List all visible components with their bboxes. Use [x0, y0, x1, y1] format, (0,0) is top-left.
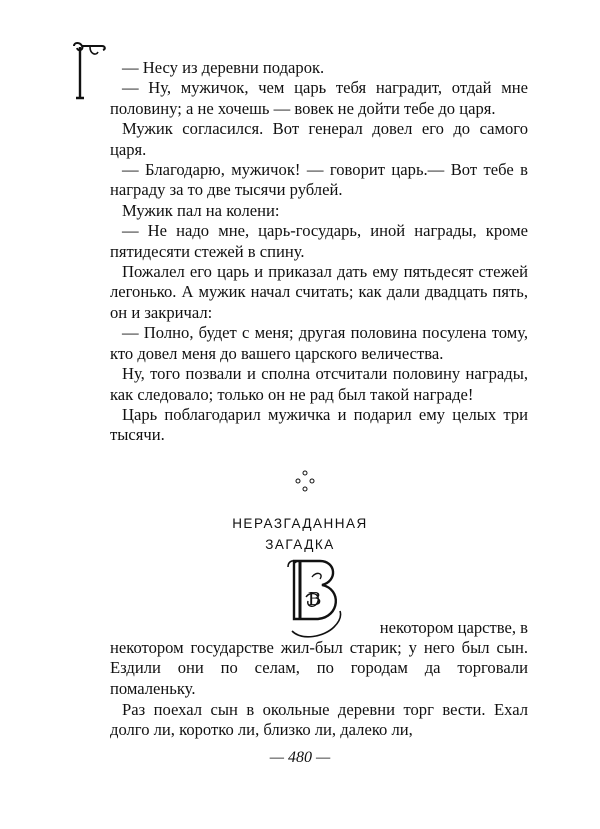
paragraph: — Несу из деревни подарок. — [122, 58, 325, 77]
paragraph: Раз поехал сын в окольные деревни торг вести. Ехал долго ли, коротко ли, близко ли, далеко ли, — [110, 700, 528, 740]
paragraph: некотором государстве жил-был старик; у него был сын. Ездили они по селам, по городам да торговали помаленьку. — [110, 638, 528, 698]
section-divider-dots-icon — [294, 470, 316, 492]
story-text — [110, 700, 528, 741]
paragraph: Ну, того позвали и сполна отсчитали половину награды, как следовало; только он не рад был такой награде! — [110, 364, 528, 404]
paragraph: Мужик пал на колени: — [122, 200, 280, 220]
story-first-line: некотором царстве, в — [379, 618, 528, 637]
decorative-dropcap-icon — [284, 557, 346, 641]
story-title-line: НЕРАЗГАДАННАЯ — [232, 516, 368, 531]
paragraph: — Полно, будет с меня; другая половина посулена тому, кто довел меня до вашего царского величества. — [110, 323, 528, 363]
story-title — [200, 513, 400, 555]
story-title-line: ЗАГАДКА — [265, 537, 335, 552]
paragraph: Пожалел его царь и приказал дать ему пятьдесят стежей легонько. А мужик начал считать; как дали двадцать пять, он и закричал: — [110, 262, 528, 322]
dropcap-letter: В — [308, 588, 322, 610]
paragraph: — Ну, мужичок, чем царь тебя наградит, отдай мне половину; а не хочешь — вовек не дойти тебе до царя. — [110, 78, 528, 118]
paragraph: Мужик согласился. Вот генерал довел его до самого царя. — [110, 119, 528, 159]
paragraph: — Благодарю, мужичок! — говорит царь.— Вот тебе в награду за то две тысячи рублей. — [110, 160, 528, 200]
decorative-corner-ornament-icon — [68, 40, 108, 102]
story-continuation — [110, 638, 528, 699]
previous-story-text — [110, 58, 528, 446]
paragraph: — Не надо мне, царь-государь, иной награды, кроме пятидесяти стежей в спину. — [110, 221, 528, 261]
page-number: — 480 — — [269, 749, 331, 766]
paragraph: Царь поблагодарил мужичка и подарил ему целых три тысячи. — [110, 404, 528, 445]
